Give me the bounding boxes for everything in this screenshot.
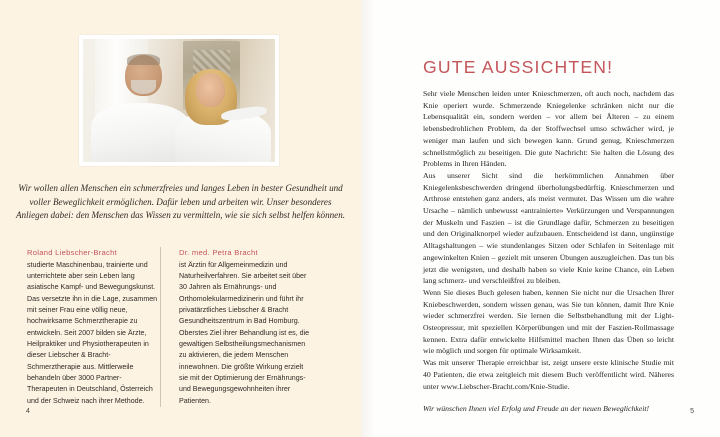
page-number-left: 4 <box>26 408 30 415</box>
author-bios <box>27 247 327 407</box>
author-name-roland: Roland Liebscher-Bracht <box>27 248 118 257</box>
page-title: GUTE AUSSICHTEN! <box>423 57 614 77</box>
author-bio-text-roland: studierte Maschinenbau, trainierte und unterrichtete aber sein Leben lang asiatische Kampf- und Bewegungskunst. Das versetzte ihn in die Lage, zusammen mit seiner Frau eine völlig neue, hochwirksame Schmerztherapie zu entwickeln. Seit 2007 bilden sie Ärzte, Heilpraktiker und Physiotherapeuten in dieser Liebscher & Bracht-Schmerztherapie aus. Mittlerweile behandeln über 3000 Partner-Therapeuten in Deutschland, Österreich und der Schweiz nach ihrer Methode. <box>27 260 158 405</box>
authors-photo-image <box>83 39 275 162</box>
paragraph-1: Sehr viele Menschen leiden unter Knieschmerzen, oft auch noch, nachdem das Knie operiert wurde. Schmerzende Kniegelenke schränken nicht nur die Lebensqualität ein, sondern werden – vor allem bei Älteren – zu einem lebensbedrohlichen Problem, da der Stoffwechsel umso schwächer wird, je weniger man laufen und sich bewegen kann. Grund genug, Knieschmerzen schnellstmöglich zu beseitigen. Die gute Nachricht: Sie halten die Lösung des Problems in Ihren Händen. <box>423 89 674 169</box>
author-bio-text-petra: ist Ärztin für Allgemeinmedizin und Naturheilverfahren. Sie arbeitet seit über 30 Jahren als Ernährungs- und Orthomolekularmedizinerin und führt ihr privatärztliches Liebscher & Bracht Gesundheitszentrum in Bad Homburg. Oberstes Ziel ihrer Behandlung ist es, die gewaltigen Selbstheilungsmechanismen zu aktivieren, die jedem Menschen innewohnen. Die größte Wirkung erzielt sie mit der Optimierung der Ernährungs- und Bewegungsgewohnheiten ihrer Patienten. <box>179 260 310 405</box>
paragraph-4: Was mit unserer Therapie erreichbar ist, zeigt unsere erste klinische Studie mit 40 Patienten, die etwa zeitgleich mit diesem Buch veröffentlicht wird. Näheres unter www.Liebscher-Bracht.com/Knie-Studie. <box>423 358 674 391</box>
authors-photo <box>79 35 279 166</box>
page-number-right: 5 <box>690 408 694 415</box>
paragraph-3: Wenn Sie dieses Buch gelesen haben, kennen Sie nicht nur die Ursachen Ihrer Kniebeschwerden, sondern wissen genau, was Sie tun können, damit Ihre Knie wieder schmerzfrei werden. Sie lernen die Selbstbehandlung mit der Light-Osteopressur, mit speziellen Körperübungen und mit der Faszien-Rollmassage kennen. Extra dafür entwickelte Hilfsmittel machen Ihnen das Üben so leicht wie möglich und sorgen für optimale Wirksamkeit. <box>423 287 674 356</box>
photo-figure-woman-head <box>196 73 225 106</box>
closing-wish: Wir wünschen Ihnen viel Erfolg und Freude an der neuen Beweglichkeit! <box>423 404 650 414</box>
author-bio-petra <box>160 247 311 407</box>
authors-mission-quote: Wir wollen allen Menschen ein schmerzfreies und langes Leben in bester Gesundheit und voller Beweglichkeit ermöglichen. Dafür leben und arbeiten wir. Unser besonderes Anliegen dabei: den Menschen das Wissen zu vermitteln, wie sie sich selbst helfen können. <box>15 183 346 221</box>
paragraph-2: Aus unserer Sicht sind die herkömmlichen Annahmen über Kniegelenksbeschwerden dringend überholungsbedürftig. Knieschmerzen und Arthrose entstehen ganz anders, als meist vermutet. Das Wissen um die wahre Ursache – nämlich unbewusst «antrainierte» Verkürzungen und Verspannungen der Muskeln und Faszien – ist die Grundlage dafür, Schmerzen zu beseitigen und den Originalknorpel wieder aufzubauen. Entscheidend ist dann, ungünstige Alltagshaltungen – wie stundenlanges Sitzen oder Schlafen in Seitenlage mit angewinkelten Knien – gezielt mit unseren Übungen auszugleichen. Das tun bis jetzt die wenigsten, und deshalb haben so viele Knie keine Chance, ein Leben lang schmerz- und verschleißfrei zu bleiben. <box>423 170 674 286</box>
photo-figure-man-hair <box>127 54 160 65</box>
body-copy <box>423 88 674 415</box>
author-name-petra: Dr. med. Petra Bracht <box>179 248 258 257</box>
author-bio-roland <box>27 247 160 407</box>
right-page <box>361 0 720 437</box>
